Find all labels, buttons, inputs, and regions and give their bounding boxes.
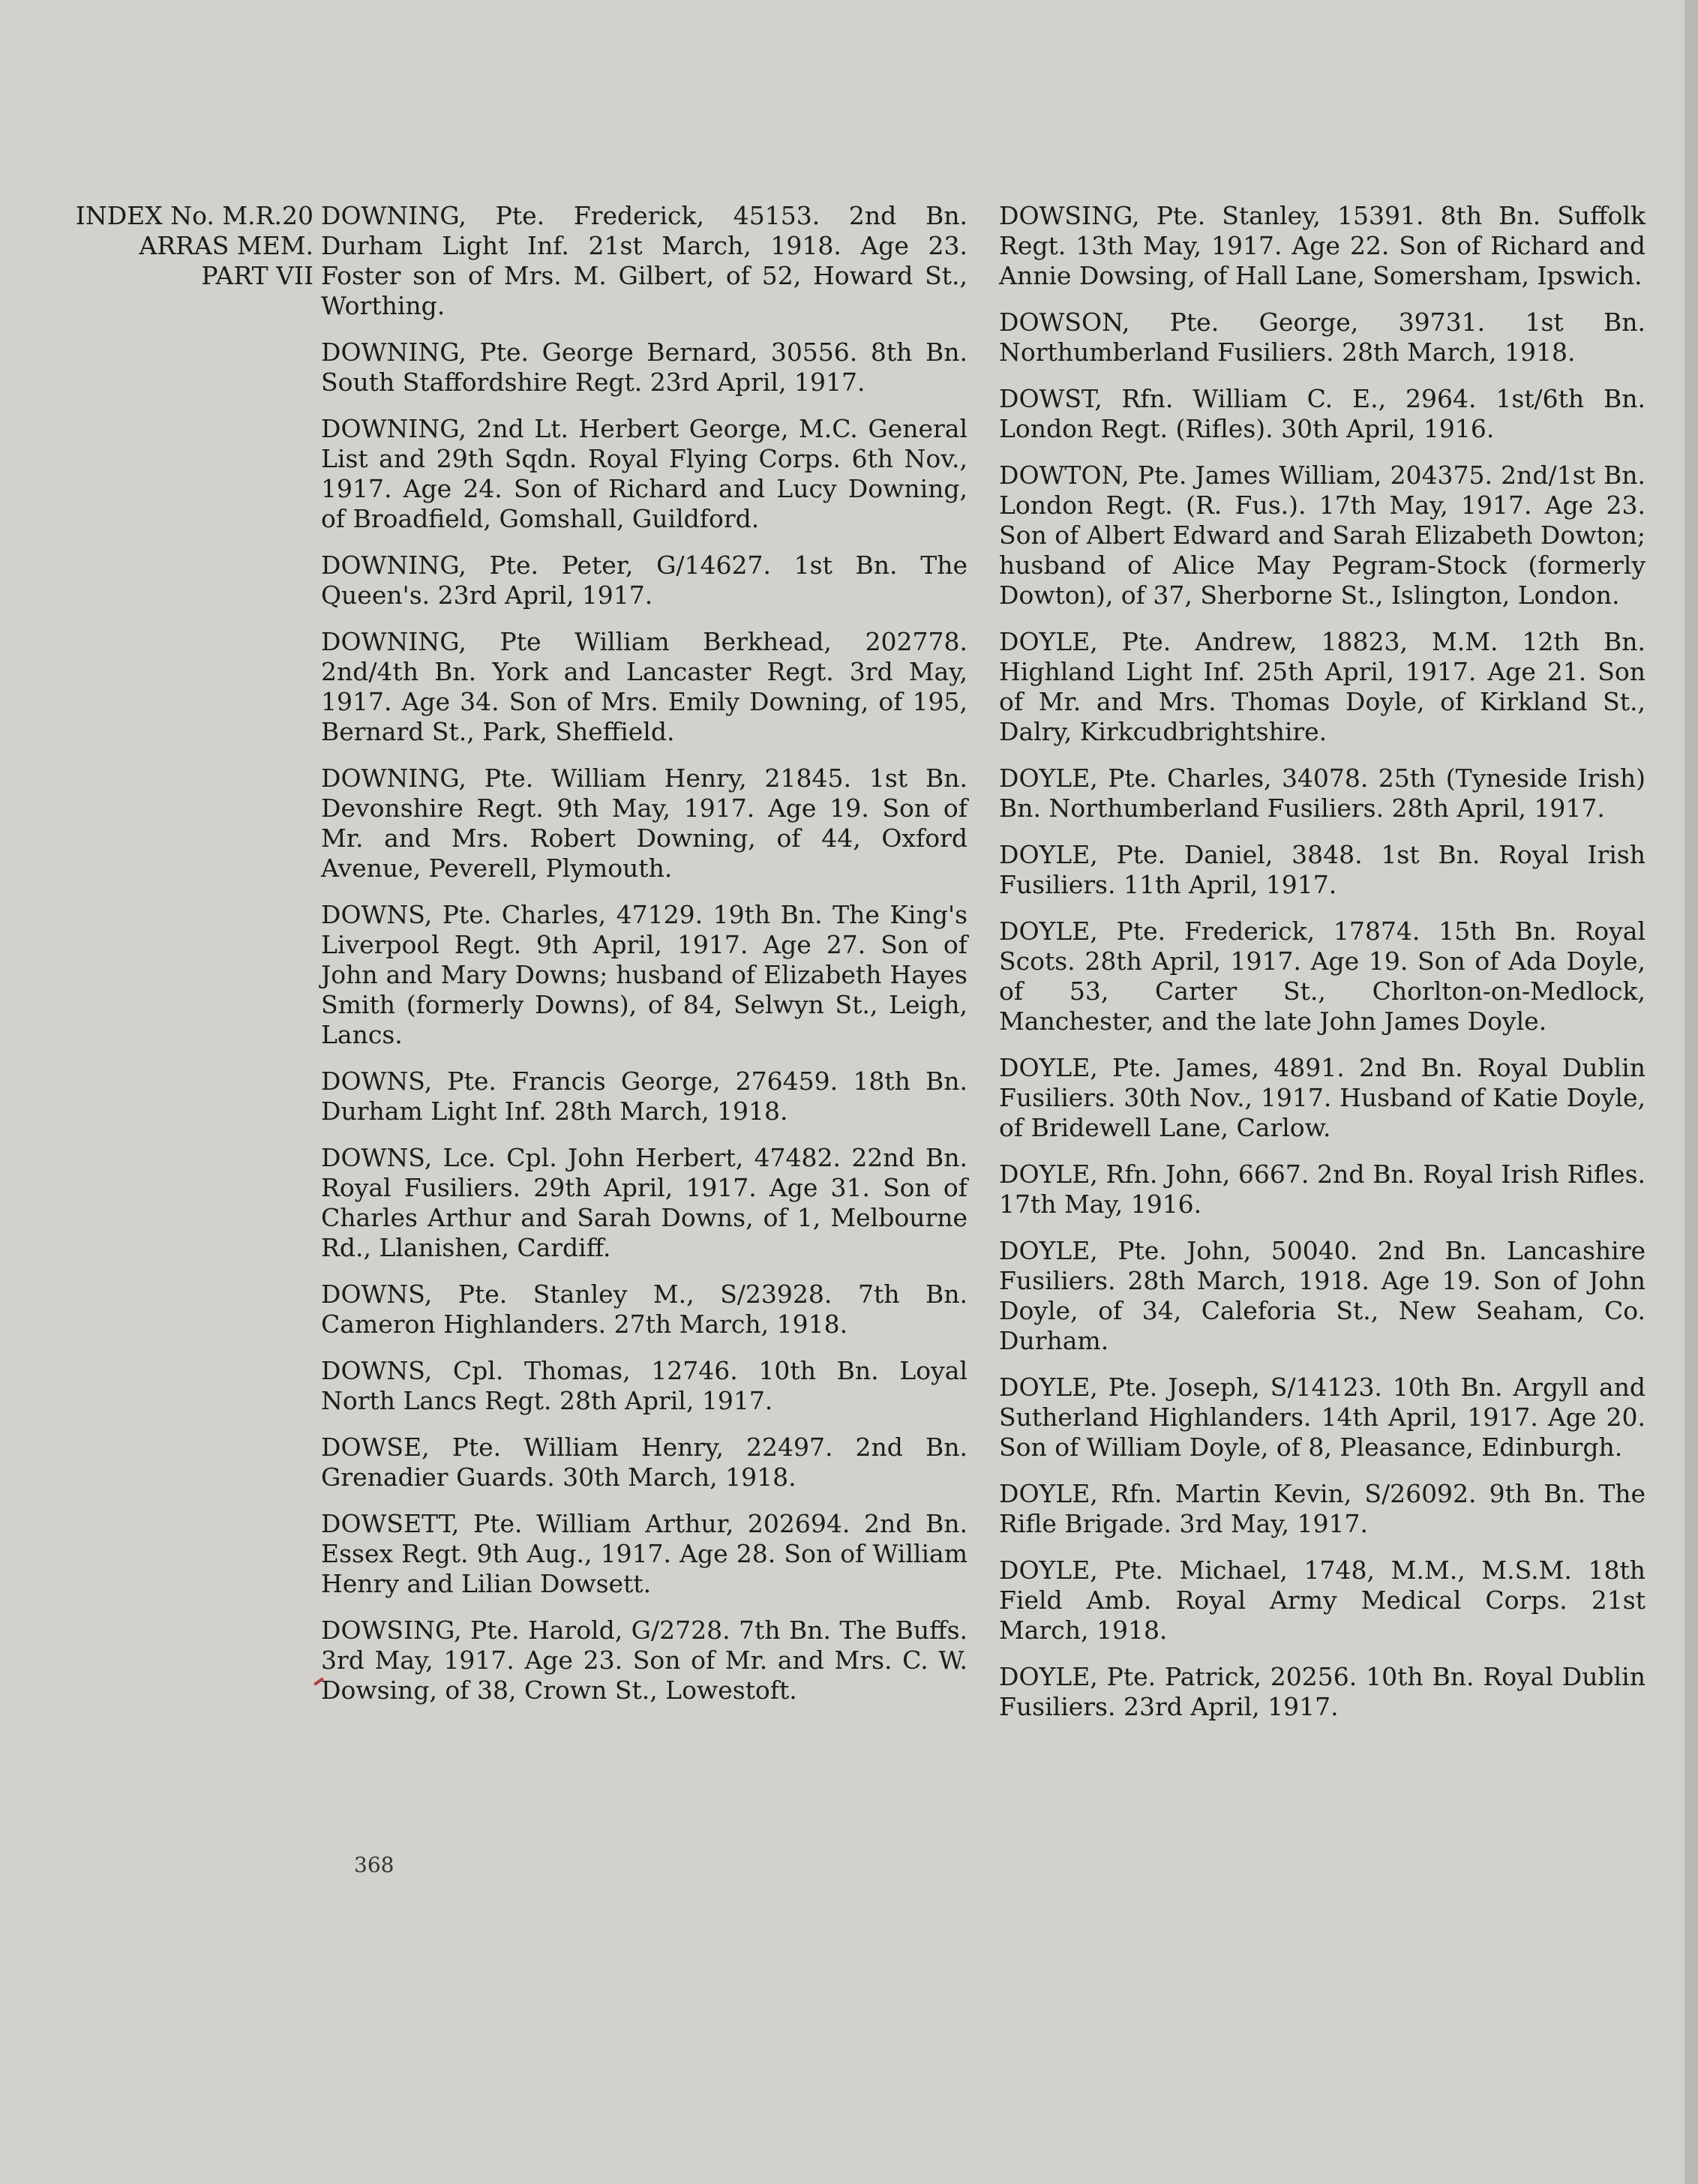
- casualty-entry: DOWSING, Pte. Harold, G/2728. 7th Bn. The Buffs. 3rd May, 1917. Age 23. Son of Mr. and Mrs. C. W. Dowsing, of 38, Crown St., Lowestoft.: [321, 1616, 968, 1705]
- casualty-entry: DOYLE, Pte. Michael, 1748, M.M., M.S.M. 18th Field Amb. Royal Army Medical Corps. 21st March, 1918.: [999, 1556, 1646, 1645]
- casualty-entry: DOWSON, Pte. George, 39731. 1st Bn. Northumberland Fusiliers. 28th March, 1918.: [999, 308, 1646, 367]
- page-edge-shadow: [1684, 0, 1698, 2184]
- casualty-entry: DOWNING, Pte. William Henry, 21845. 1st Bn. Devonshire Regt. 9th May, 1917. Age 19. Son of Mr. and Mrs. Robert Downing, of 44, Oxford Avenue, Peverell, Plymouth.: [321, 764, 968, 883]
- right-column: [999, 201, 1646, 1738]
- casualty-entry: DOYLE, Pte. Patrick, 20256. 10th Bn. Royal Dublin Fusiliers. 23rd April, 1917.: [999, 1662, 1646, 1721]
- casualty-entry: DOWNING, Pte. George Bernard, 30556. 8th Bn. South Staffordshire Regt. 23rd April, 1917.: [321, 338, 968, 397]
- memorial-name: ARRAS MEM.: [139, 231, 314, 260]
- casualty-entry: DOWNING, Pte. Peter, G/14627. 1st Bn. The Queen's. 23rd April, 1917.: [321, 550, 968, 610]
- casualty-entry: DOWNING, Pte. Frederick, 45153. 2nd Bn. Durham Light Inf. 21st March, 1918. Age 23. Foster son of Mrs. M. Gilbert, of 52, Howard St., Worthing.: [321, 201, 968, 320]
- casualty-entry: DOYLE, Pte. Joseph, S/14123. 10th Bn. Argyll and Sutherland Highlanders. 14th April, 1917. Age 20. Son of William Doyle, of 8, Pleasance, Edinburgh.: [999, 1372, 1646, 1462]
- casualty-entry: DOWST, Rfn. William C. E., 2964. 1st/6th Bn. London Regt. (Rifles). 30th April, 1916.: [999, 384, 1646, 443]
- casualty-entry: DOWSE, Pte. William Henry, 22497. 2nd Bn. Grenadier Guards. 30th March, 1918.: [321, 1432, 968, 1492]
- part-number: PART VII: [201, 261, 314, 290]
- casualty-entry: DOYLE, Pte. Daniel, 3848. 1st Bn. Royal Irish Fusiliers. 11th April, 1917.: [999, 840, 1646, 899]
- casualty-entry: DOYLE, Pte. John, 50040. 2nd Bn. Lancashire Fusiliers. 28th March, 1918. Age 19. Son of John Doyle, of 34, Caleforia St., New Seaham, Co. Durham.: [999, 1236, 1646, 1355]
- casualty-entry: DOWNING, Pte William Berkhead, 202778. 2nd/4th Bn. York and Lancaster Regt. 3rd May, 1917. Age 34. Son of Mrs. Emily Downing, of 195, Bernard St., Park, Sheffield.: [321, 627, 968, 746]
- casualty-entry: DOYLE, Pte. Charles, 34078. 25th (Tyneside Irish) Bn. Northumberland Fusiliers. 28th April, 1917.: [999, 764, 1646, 823]
- index-reference: [38, 201, 314, 291]
- casualty-entry: DOWTON, Pte. James William, 204375. 2nd/1st Bn. London Regt. (R. Fus.). 17th May, 1917. Age 23. Son of Albert Edward and Sarah Elizabeth Dowton; husband of Alice May Pegram-Stock (formerly Dowton), of 37, Sherborne St., Islington, London.: [999, 460, 1646, 610]
- page-number: 368: [354, 1852, 394, 1877]
- casualty-entry: DOWNS, Pte. Francis George, 276459. 18th Bn. Durham Light Inf. 28th March, 1918.: [321, 1066, 968, 1126]
- casualty-entry: DOWNS, Pte. Charles, 47129. 19th Bn. The King's Liverpool Regt. 9th April, 1917. Age 27. Son of John and Mary Downs; husband of Elizabeth Hayes Smith (formerly Downs), of 84, Selwyn St., Leigh, Lancs.: [321, 900, 968, 1049]
- casualty-entry: DOYLE, Pte. Andrew, 18823, M.M. 12th Bn. Highland Light Inf. 25th April, 1917. Age 21. Son of Mr. and Mrs. Thomas Doyle, of Kirkland St., Dalry, Kirkcudbrightshire.: [999, 627, 1646, 746]
- left-column: [321, 201, 968, 1722]
- index-number: INDEX No. M.R.20: [75, 201, 314, 230]
- casualty-entry: DOYLE, Rfn. John, 6667. 2nd Bn. Royal Irish Rifles. 17th May, 1916.: [999, 1160, 1646, 1219]
- casualty-entry: DOYLE, Pte. Frederick, 17874. 15th Bn. Royal Scots. 28th April, 1917. Age 19. Son of Ada Doyle, of 53, Carter St., Chorlton-on-Medlock, Manchester, and the late John James Doyle.: [999, 916, 1646, 1036]
- casualty-entry: DOWNING, 2nd Lt. Herbert George, M.C. General List and 29th Sqdn. Royal Flying Corps. 6th Nov., 1917. Age 24. Son of Richard and Lucy Downing, of Broadfield, Gomshall, Guildford.: [321, 414, 968, 533]
- casualty-entry: DOWSING, Pte. Stanley, 15391. 8th Bn. Suffolk Regt. 13th May, 1917. Age 22. Son of Richard and Annie Dowsing, of Hall Lane, Somersham, Ipswich.: [999, 201, 1646, 290]
- casualty-entry: DOWSETT, Pte. William Arthur, 202694. 2nd Bn. Essex Regt. 9th Aug., 1917. Age 28. Son of William Henry and Lilian Dowsett.: [321, 1509, 968, 1598]
- casualty-entry: DOWNS, Pte. Stanley M., S/23928. 7th Bn. Cameron Highlanders. 27th March, 1918.: [321, 1280, 968, 1339]
- casualty-entry: DOWNS, Cpl. Thomas, 12746. 10th Bn. Loyal North Lancs Regt. 28th April, 1917.: [321, 1356, 968, 1415]
- casualty-entry: DOYLE, Pte. James, 4891. 2nd Bn. Royal Dublin Fusiliers. 30th Nov., 1917. Husband of Katie Doyle, of Bridewell Lane, Carlow.: [999, 1053, 1646, 1142]
- casualty-entry: DOYLE, Rfn. Martin Kevin, S/26092. 9th Bn. The Rifle Brigade. 3rd May, 1917.: [999, 1479, 1646, 1538]
- casualty-entry: DOWNS, Lce. Cpl. John Herbert, 47482. 22nd Bn. Royal Fusiliers. 29th April, 1917. Age 31. Son of Charles Arthur and Sarah Downs, of 1, Melbourne Rd., Llanishen, Cardiff.: [321, 1143, 968, 1262]
